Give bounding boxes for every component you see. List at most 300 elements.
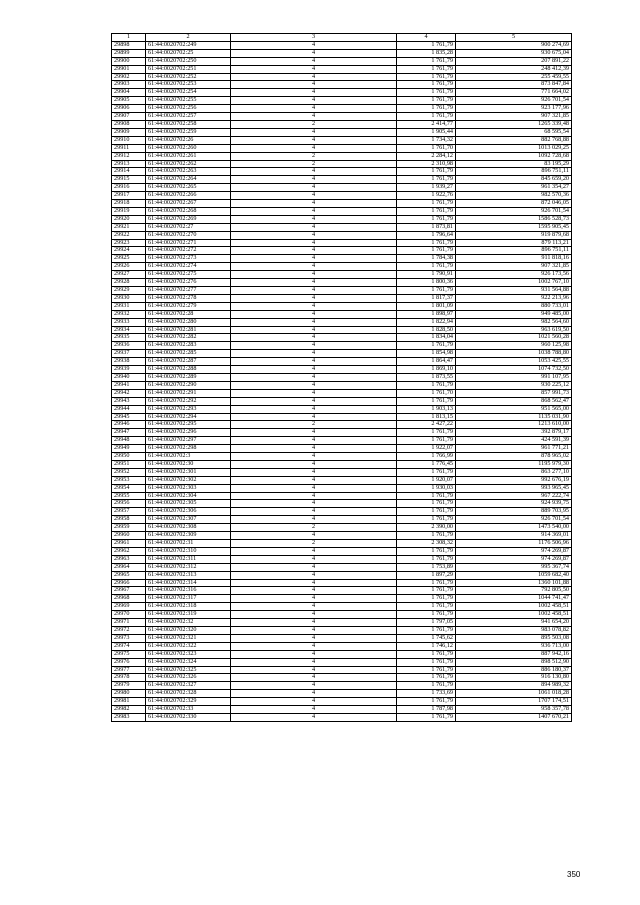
table-cell: 61:44:0020702:256: [146, 105, 231, 113]
table-row: [112, 476, 572, 484]
table-cell: 29921: [112, 223, 146, 231]
table-cell: 29920: [112, 215, 146, 223]
table-cell: 61:44:0020702:330: [146, 713, 231, 721]
table-cell: 1 733,69: [397, 690, 456, 698]
table-cell: 936 713,00: [456, 642, 572, 650]
table-cell: 61:44:0020702:278: [146, 294, 231, 302]
table-cell: 4: [231, 263, 397, 271]
table-cell: 963 619,50: [456, 326, 572, 334]
table-row: [112, 342, 572, 350]
table-cell: 4: [231, 318, 397, 326]
table-row: [112, 658, 572, 666]
table-cell: 4: [231, 136, 397, 144]
table-row: [112, 207, 572, 215]
table-cell: 4: [231, 595, 397, 603]
table-cell: 1 761,79: [397, 429, 456, 437]
table-cell: 1002 458,51: [456, 603, 572, 611]
table-cell: 1053 425,55: [456, 358, 572, 366]
table-cell: 29944: [112, 405, 146, 413]
table-cell: 1473 540,00: [456, 524, 572, 532]
table-row: [112, 215, 572, 223]
table-cell: 61:44:0020702:251: [146, 65, 231, 73]
table-cell: 2 390,00: [397, 524, 456, 532]
table-cell: 4: [231, 634, 397, 642]
table-cell: 1 930,03: [397, 484, 456, 492]
table-cell: 4: [231, 405, 397, 413]
table-row: [112, 603, 572, 611]
table-cell: 771 664,02: [456, 89, 572, 97]
table-cell: 61:44:0020702:290: [146, 381, 231, 389]
table-cell: 29924: [112, 247, 146, 255]
table-cell: 1 817,37: [397, 294, 456, 302]
table-row: [112, 682, 572, 690]
table-cell: 4: [231, 255, 397, 263]
table-cell: 61:44:0020702:322: [146, 642, 231, 650]
table-cell: 61:44:0020702:259: [146, 128, 231, 136]
table-cell: 4: [231, 49, 397, 57]
table-row: [112, 555, 572, 563]
table-cell: 1 761,79: [397, 437, 456, 445]
table-cell: 61:44:0020702:32: [146, 619, 231, 627]
column-header-2: 2: [146, 34, 231, 42]
table-cell: 1044 741,47: [456, 595, 572, 603]
table-cell: 29934: [112, 326, 146, 334]
table-cell: 1 761,79: [397, 532, 456, 540]
table-cell: 61:44:0020702:263: [146, 168, 231, 176]
table-cell: 61:44:0020702:268: [146, 207, 231, 215]
table-cell: 879 113,21: [456, 239, 572, 247]
table-cell: 61:44:0020702:285: [146, 350, 231, 358]
table-cell: 1013 029,25: [456, 144, 572, 152]
table-cell: 29911: [112, 144, 146, 152]
table-cell: 4: [231, 215, 397, 223]
table-cell: 29904: [112, 89, 146, 97]
table-cell: 792 805,50: [456, 587, 572, 595]
table-cell: 29906: [112, 105, 146, 113]
table-cell: 914 369,01: [456, 532, 572, 540]
table-cell: 29974: [112, 642, 146, 650]
table-cell: 1135 031,90: [456, 413, 572, 421]
table-cell: 4: [231, 231, 397, 239]
table-cell: 4: [231, 223, 397, 231]
table-row: [112, 713, 572, 721]
table-cell: 61:44:0020702:291: [146, 389, 231, 397]
table-cell: 29982: [112, 706, 146, 714]
table-row: [112, 176, 572, 184]
table-cell: 61:44:0020702:249: [146, 41, 231, 49]
table-cell: 1 761,79: [397, 682, 456, 690]
table-cell: 1195 979,30: [456, 460, 572, 468]
table-cell: 4: [231, 389, 397, 397]
table-cell: 61:44:0020702:320: [146, 626, 231, 634]
table-cell: 29942: [112, 389, 146, 397]
table-cell: 4: [231, 500, 397, 508]
table-cell: 61:44:0020702:253: [146, 81, 231, 89]
table-cell: 1 761,79: [397, 41, 456, 49]
table-cell: 1586 528,73: [456, 215, 572, 223]
table-row: [112, 453, 572, 461]
table-cell: 29960: [112, 532, 146, 540]
table-cell: 2 427,22: [397, 421, 456, 429]
table-cell: 29959: [112, 524, 146, 532]
table-cell: 1 854,98: [397, 350, 456, 358]
table-cell: 974 269,87: [456, 555, 572, 563]
table-cell: 4: [231, 287, 397, 295]
table-cell: 4: [231, 310, 397, 318]
table-cell: 4: [231, 453, 397, 461]
table-cell: 29925: [112, 255, 146, 263]
table-cell: 982 564,60: [456, 318, 572, 326]
table-cell: 872 046,05: [456, 200, 572, 208]
table-cell: 29968: [112, 595, 146, 603]
table-cell: 29969: [112, 603, 146, 611]
table-cell: 889 703,95: [456, 508, 572, 516]
table-cell: 61:44:0020702:314: [146, 579, 231, 587]
table-cell: 1 784,38: [397, 255, 456, 263]
table-cell: 61:44:0020702:292: [146, 397, 231, 405]
table-cell: 857 991,73: [456, 389, 572, 397]
table-cell: 882 768,88: [456, 136, 572, 144]
table-cell: 1 761,79: [397, 65, 456, 73]
table-cell: 4: [231, 113, 397, 121]
table-cell: 61:44:0020702:304: [146, 492, 231, 500]
table-cell: 29951: [112, 460, 146, 468]
table-cell: 29919: [112, 207, 146, 215]
table-cell: 61:44:0020702:252: [146, 73, 231, 81]
table-cell: 4: [231, 484, 397, 492]
table-cell: 29915: [112, 176, 146, 184]
table-cell: 61:44:0020702:287: [146, 358, 231, 366]
table-cell: 4: [231, 460, 397, 468]
table-cell: 1 766,99: [397, 453, 456, 461]
table-cell: 4: [231, 279, 397, 287]
table-cell: 4: [231, 239, 397, 247]
page-number: 350: [567, 870, 581, 879]
table-cell: 1 761,79: [397, 207, 456, 215]
column-header-4: 4: [397, 34, 456, 42]
table-cell: 960 125,98: [456, 342, 572, 350]
table-cell: 4: [231, 326, 397, 334]
table-cell: 1 834,04: [397, 334, 456, 342]
table-cell: 61:44:0020702:317: [146, 595, 231, 603]
table-cell: 1 761,79: [397, 97, 456, 105]
table-cell: 880 733,01: [456, 302, 572, 310]
table-cell: 1176 506,96: [456, 540, 572, 548]
table-cell: 29967: [112, 587, 146, 595]
table-cell: 4: [231, 41, 397, 49]
table-row: [112, 674, 572, 682]
table-cell: 4: [231, 89, 397, 97]
table-cell: 4: [231, 611, 397, 619]
table-cell: 61:44:0020702:308: [146, 524, 231, 532]
table-cell: 863 277,10: [456, 468, 572, 476]
table-cell: 4: [231, 342, 397, 350]
table-row: [112, 626, 572, 634]
table-cell: 1 822,94: [397, 318, 456, 326]
table-cell: 894 989,32: [456, 682, 572, 690]
table-cell: 4: [231, 532, 397, 540]
table-cell: 1265 339,48: [456, 120, 572, 128]
column-header-3: 3: [231, 34, 397, 42]
table-row: [112, 105, 572, 113]
table-cell: 29916: [112, 184, 146, 192]
table-cell: 29973: [112, 634, 146, 642]
table-cell: 248 412,39: [456, 65, 572, 73]
table-cell: 29971: [112, 619, 146, 627]
table-cell: 1 761,79: [397, 713, 456, 721]
column-header-5: 5: [456, 34, 572, 42]
table-cell: 61:44:0020702:274: [146, 263, 231, 271]
table-row: [112, 698, 572, 706]
table-row: [112, 318, 572, 326]
table-cell: 29917: [112, 192, 146, 200]
table-cell: 926 173,56: [456, 271, 572, 279]
table-cell: 29943: [112, 397, 146, 405]
table-cell: 1 761,79: [397, 650, 456, 658]
table-row: [112, 429, 572, 437]
table-cell: 1 761,79: [397, 500, 456, 508]
table-row: [112, 516, 572, 524]
table-cell: 4: [231, 658, 397, 666]
table-cell: 61:44:0020702:329: [146, 698, 231, 706]
table-cell: 907 321,85: [456, 113, 572, 121]
table-cell: 61:44:0020702:262: [146, 160, 231, 168]
table-cell: 61:44:0020702:310: [146, 547, 231, 555]
table-cell: 926 701,54: [456, 516, 572, 524]
table-cell: 29902: [112, 73, 146, 81]
table-cell: 887 942,16: [456, 650, 572, 658]
table-cell: 878 965,02: [456, 453, 572, 461]
table-cell: 922 213,96: [456, 294, 572, 302]
table-cell: 4: [231, 682, 397, 690]
table-cell: 1061 018,28: [456, 690, 572, 698]
table-cell: 29945: [112, 413, 146, 421]
table-cell: 2 414,77: [397, 120, 456, 128]
table-cell: 1 746,12: [397, 642, 456, 650]
table-cell: 1 761,70: [397, 144, 456, 152]
table-row: [112, 421, 572, 429]
table-cell: 1 776,45: [397, 460, 456, 468]
table-cell: 61:44:0020702:266: [146, 192, 231, 200]
table-row: [112, 540, 572, 548]
table-cell: 29946: [112, 421, 146, 429]
table-cell: 61:44:0020702:294: [146, 413, 231, 421]
table-cell: 916 130,80: [456, 674, 572, 682]
table-cell: 4: [231, 713, 397, 721]
table-cell: 1360 101,88: [456, 579, 572, 587]
table-cell: 1 761,70: [397, 389, 456, 397]
table-cell: 1 761,79: [397, 57, 456, 65]
table-row: [112, 484, 572, 492]
table-cell: 1 905,44: [397, 128, 456, 136]
table-cell: 61:44:0020702:3: [146, 453, 231, 461]
table-row: [112, 405, 572, 413]
table-cell: 29970: [112, 611, 146, 619]
table-cell: 4: [231, 508, 397, 516]
table-cell: 4: [231, 176, 397, 184]
table-cell: 926 701,54: [456, 207, 572, 215]
table-body: [112, 41, 572, 721]
table-cell: 4: [231, 366, 397, 374]
table-row: [112, 231, 572, 239]
table-row: [112, 571, 572, 579]
table-cell: 4: [231, 492, 397, 500]
table-cell: 4: [231, 192, 397, 200]
table-cell: 29955: [112, 492, 146, 500]
table-cell: 61:44:0020702:319: [146, 611, 231, 619]
table-cell: 61:44:0020702:26: [146, 136, 231, 144]
table-cell: 61:44:0020702:27: [146, 223, 231, 231]
table-cell: 4: [231, 642, 397, 650]
table-cell: 29898: [112, 41, 146, 49]
table-cell: 1 761,79: [397, 555, 456, 563]
table-cell: 1407 670,21: [456, 713, 572, 721]
table-cell: 61:44:0020702:323: [146, 650, 231, 658]
table-cell: 29975: [112, 650, 146, 658]
table-row: [112, 413, 572, 421]
table-cell: 1 761,79: [397, 611, 456, 619]
table-row: [112, 508, 572, 516]
table-cell: 29948: [112, 437, 146, 445]
table-cell: 29962: [112, 547, 146, 555]
table-cell: 1 761,79: [397, 81, 456, 89]
table-cell: 4: [231, 690, 397, 698]
table-cell: 61:44:0020702:306: [146, 508, 231, 516]
table-cell: 4: [231, 437, 397, 445]
table-cell: 29939: [112, 366, 146, 374]
table-cell: 991 107,95: [456, 373, 572, 381]
table-cell: 29923: [112, 239, 146, 247]
table-row: [112, 326, 572, 334]
table-cell: 4: [231, 476, 397, 484]
table-cell: 1 761,79: [397, 674, 456, 682]
table-cell: 1 761,79: [397, 200, 456, 208]
table-cell: 29965: [112, 571, 146, 579]
table-cell: 29935: [112, 334, 146, 342]
table-cell: 4: [231, 650, 397, 658]
table-cell: 29964: [112, 563, 146, 571]
table-cell: 4: [231, 200, 397, 208]
table-row: [112, 73, 572, 81]
table-cell: 29952: [112, 468, 146, 476]
table-cell: 1 761,79: [397, 176, 456, 184]
table-cell: 29940: [112, 373, 146, 381]
table-row: [112, 310, 572, 318]
table-cell: 4: [231, 706, 397, 714]
table-row: [112, 381, 572, 389]
table-cell: 4: [231, 666, 397, 674]
table-cell: 61:44:0020702:255: [146, 97, 231, 105]
table-row: [112, 563, 572, 571]
table-cell: 1002 767,10: [456, 279, 572, 287]
table-cell: 4: [231, 207, 397, 215]
table-cell: 61:44:0020702:30: [146, 460, 231, 468]
table-cell: 1 800,36: [397, 279, 456, 287]
table-cell: 61:44:0020702:270: [146, 231, 231, 239]
table-cell: 29910: [112, 136, 146, 144]
table-cell: 61:44:0020702:273: [146, 255, 231, 263]
table-cell: 4: [231, 294, 397, 302]
table-row: [112, 595, 572, 603]
table-cell: 29949: [112, 445, 146, 453]
table-cell: 61:44:0020702:280: [146, 318, 231, 326]
table-cell: 1 797,05: [397, 619, 456, 627]
table-cell: 895 503,08: [456, 634, 572, 642]
table-cell: 29913: [112, 160, 146, 168]
table-cell: 29928: [112, 279, 146, 287]
table-cell: 61:44:0020702:297: [146, 437, 231, 445]
table-row: [112, 160, 572, 168]
table-row: [112, 532, 572, 540]
table-cell: 392 879,17: [456, 429, 572, 437]
table-row: [112, 547, 572, 555]
table-row: [112, 263, 572, 271]
table-cell: 1 796,64: [397, 231, 456, 239]
table-cell: 1021 560,28: [456, 334, 572, 342]
table-cell: 29912: [112, 152, 146, 160]
table-row: [112, 223, 572, 231]
table-cell: 1 835,28: [397, 49, 456, 57]
table-cell: 61:44:0020702:261: [146, 152, 231, 160]
table-cell: 982 570,36: [456, 192, 572, 200]
table-cell: 4: [231, 381, 397, 389]
table-cell: 1 873,55: [397, 373, 456, 381]
table-cell: 61:44:0020702:258: [146, 120, 231, 128]
table-cell: 1 813,15: [397, 413, 456, 421]
table-cell: 61:44:0020702:265: [146, 184, 231, 192]
table-row: [112, 619, 572, 627]
table-cell: 29931: [112, 302, 146, 310]
table-cell: 2: [231, 524, 397, 532]
table-cell: 4: [231, 445, 397, 453]
table-cell: 923 177,96: [456, 105, 572, 113]
table-cell: 2: [231, 152, 397, 160]
table-row: [112, 239, 572, 247]
table-cell: 61:44:0020702:250: [146, 57, 231, 65]
table-row: [112, 437, 572, 445]
table-cell: 1595 905,45: [456, 223, 572, 231]
table-row: [112, 168, 572, 176]
table-cell: 29905: [112, 97, 146, 105]
table-row: [112, 587, 572, 595]
table-row: [112, 445, 572, 453]
table-cell: 995 367,74: [456, 563, 572, 571]
table-cell: 424 591,39: [456, 437, 572, 445]
table-cell: 898 512,90: [456, 658, 572, 666]
table-cell: 1 898,97: [397, 310, 456, 318]
table-cell: 1 920,07: [397, 476, 456, 484]
table-cell: 2 308,32: [397, 540, 456, 548]
table-cell: 4: [231, 626, 397, 634]
table-cell: 961 354,27: [456, 184, 572, 192]
table-cell: 61:44:0020702:326: [146, 674, 231, 682]
table-cell: 29979: [112, 682, 146, 690]
table-cell: 1213 610,00: [456, 421, 572, 429]
table-cell: 961 771,21: [456, 445, 572, 453]
table-cell: 61:44:0020702:305: [146, 500, 231, 508]
table-row: [112, 81, 572, 89]
table-cell: 61:44:0020702:301: [146, 468, 231, 476]
table-cell: 29929: [112, 287, 146, 295]
table-cell: 1 761,79: [397, 587, 456, 595]
table-cell: 930 225,12: [456, 381, 572, 389]
table-cell: 4: [231, 619, 397, 627]
table-cell: 1 761,79: [397, 215, 456, 223]
table-cell: 61:44:0020702:325: [146, 666, 231, 674]
table-cell: 61:44:0020702:324: [146, 658, 231, 666]
table-row: [112, 524, 572, 532]
table-cell: 61:44:0020702:327: [146, 682, 231, 690]
